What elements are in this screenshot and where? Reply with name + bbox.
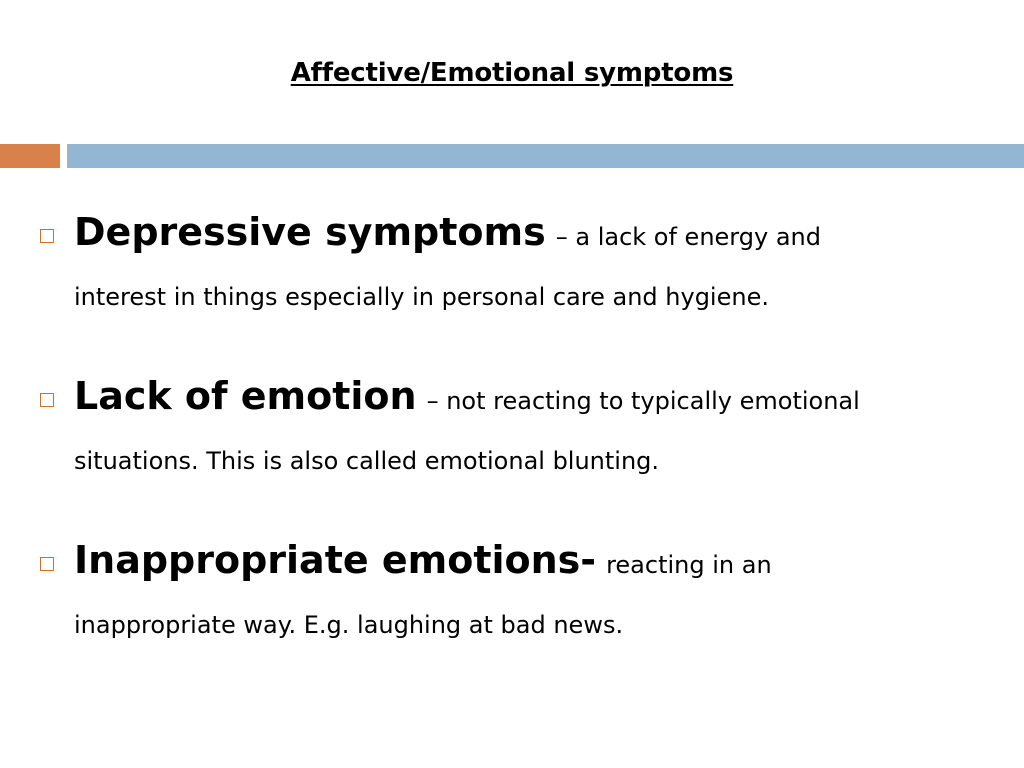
bullet-item [40,538,980,702]
square-bullet-icon [40,557,54,571]
bullet-first-line [40,538,980,600]
bullet-item [40,374,980,538]
bullet-list [40,210,980,702]
square-bullet-icon [40,229,54,243]
slide-title: Affective/Emotional symptoms [290,58,734,88]
bullet-first-line [40,210,980,272]
bullet-term: Inappropriate emotions- [74,538,597,582]
bullet-first-line [40,374,980,436]
bullet-description-start: – a lack of energy and [555,223,821,251]
accent-bar-blue [67,144,1024,168]
bullet-item [40,210,980,374]
bullet-description-continuation: inappropriate way. E.g. laughing at bad news. [74,611,624,639]
bullet-term: Depressive symptoms [74,210,546,254]
square-bullet-icon [40,393,54,407]
accent-bar-orange [0,144,60,168]
bullet-description-continuation: situations. This is also called emotional blunting. [74,447,660,475]
bullet-description-continuation: interest in things especially in personal care and hygiene. [74,283,769,311]
bullet-description-start: reacting in an [606,551,772,579]
bullet-term: Lack of emotion [74,374,417,418]
bullet-description-start: – not reacting to typically emotional [426,387,860,415]
